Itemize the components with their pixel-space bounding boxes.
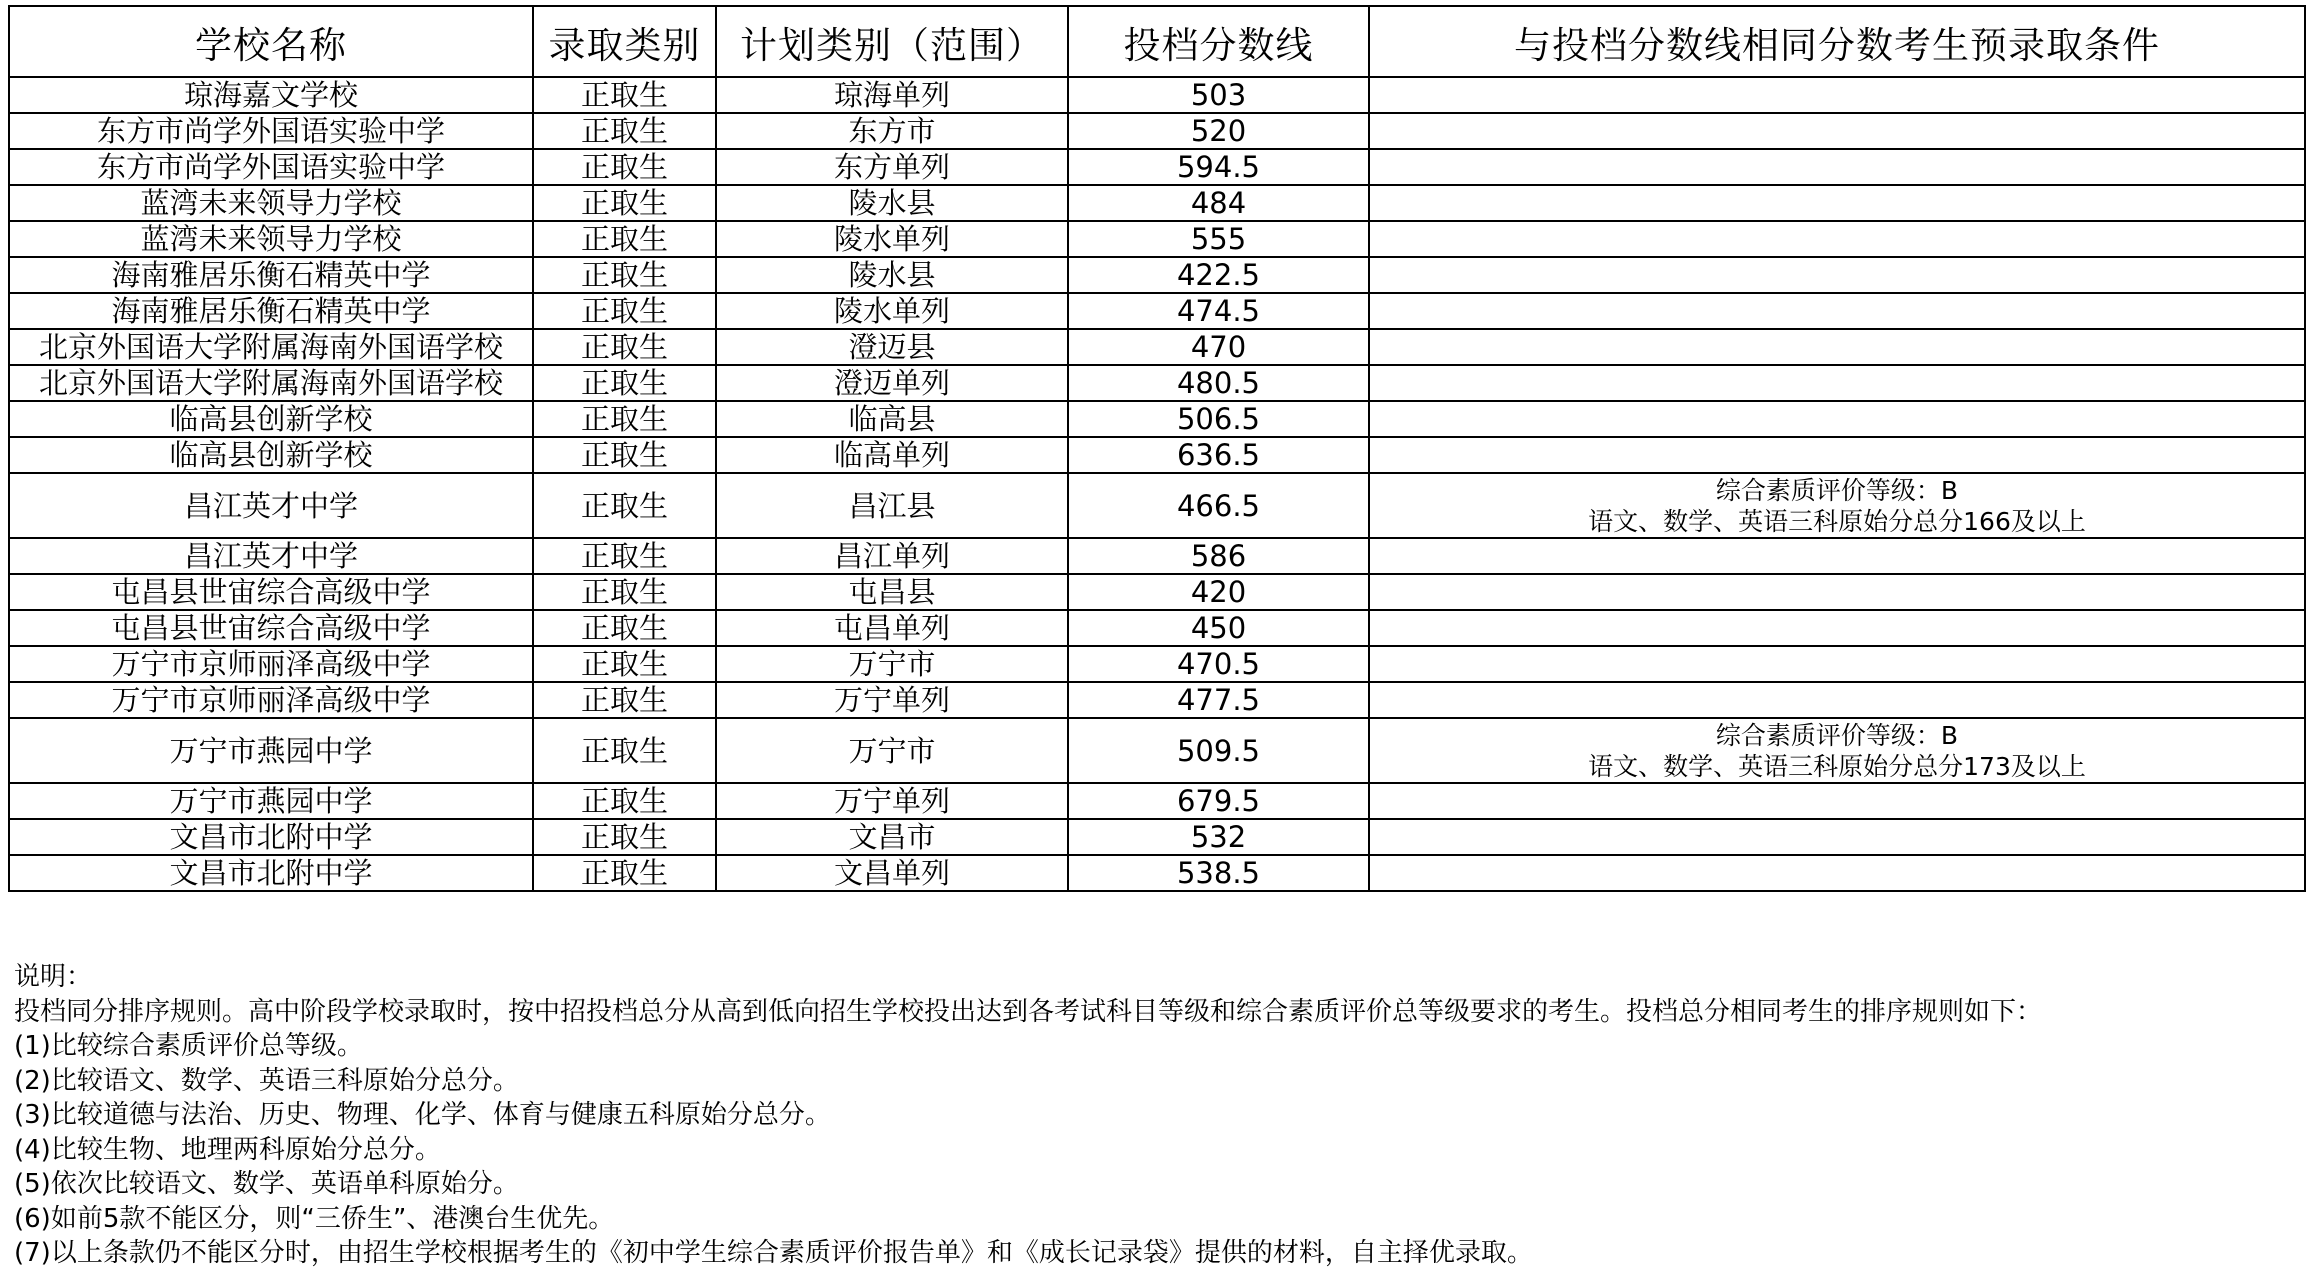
cell-admission-type: 正取生 — [533, 819, 716, 855]
cell-plan-type: 万宁单列 — [716, 783, 1068, 819]
table-row — [9, 293, 2305, 329]
cell-cutoff-score: 470 — [1068, 329, 1369, 365]
cell-plan-type: 屯昌单列 — [716, 610, 1068, 646]
notes-item: (7)以上条款仍不能区分时，由招生学校根据考生的《初中学生综合素质评价报告单》和《成长记录袋》提供的材料，自主择优录取。 — [14, 1238, 1533, 1268]
cell-school-name: 临高县创新学校 — [9, 437, 533, 473]
cell-school-name: 蓝湾未来领导力学校 — [9, 185, 533, 221]
cell-plan-type: 陵水单列 — [716, 221, 1068, 257]
admission-table — [8, 5, 2306, 892]
cell-cutoff-score: 450 — [1068, 610, 1369, 646]
cell-admission-type: 正取生 — [533, 149, 716, 185]
table-row — [9, 113, 2305, 149]
cell-plan-type: 澄迈县 — [716, 329, 1068, 365]
cell-school-name: 东方市尚学外国语实验中学 — [9, 149, 533, 185]
table-row — [9, 538, 2305, 574]
cell-cutoff-score: 470.5 — [1068, 646, 1369, 682]
cell-plan-type: 万宁单列 — [716, 682, 1068, 718]
cell-school-name: 屯昌县世宙综合高级中学 — [9, 610, 533, 646]
cell-plan-type: 东方单列 — [716, 149, 1068, 185]
header-admission-type: 录取类别 — [533, 6, 716, 77]
cell-tie-conditions — [1369, 783, 2305, 819]
cell-school-name: 屯昌县世宙综合高级中学 — [9, 574, 533, 610]
condition-line: 语文、数学、英语三科原始分总分173及以上 — [1588, 751, 2086, 781]
table-row — [9, 473, 2305, 538]
table-row — [9, 365, 2305, 401]
table-row — [9, 257, 2305, 293]
cell-admission-type: 正取生 — [533, 437, 716, 473]
notes-intro: 投档同分排序规则。高中阶段学校录取时，按中招投档总分从高到低向招生学校投出达到各考试科目等级和综合素质评价总等级要求的考生。投档总分相同考生的排序规则如下： — [14, 996, 2043, 1027]
condition-line: 综合素质评价等级：B — [1715, 720, 1959, 750]
cell-cutoff-score: 506.5 — [1068, 401, 1369, 437]
table-row — [9, 855, 2305, 891]
condition-line: 语文、数学、英语三科原始分总分166及以上 — [1588, 506, 2086, 536]
cell-plan-type: 琼海单列 — [716, 77, 1068, 113]
cell-admission-type: 正取生 — [533, 185, 716, 221]
cell-cutoff-score: 420 — [1068, 574, 1369, 610]
notes-item: (3)比较道德与法治、历史、物理、化学、体育与健康五科原始分总分。 — [14, 1100, 831, 1130]
cell-cutoff-score: 503 — [1068, 77, 1369, 113]
header-cutoff-score: 投档分数线 — [1068, 6, 1369, 77]
table-row — [9, 401, 2305, 437]
cell-school-name: 昌江英才中学 — [9, 473, 533, 538]
cell-school-name: 文昌市北附中学 — [9, 855, 533, 891]
cell-plan-type: 万宁市 — [716, 718, 1068, 783]
cell-tie-conditions — [1369, 329, 2305, 365]
cell-plan-type: 澄迈单列 — [716, 365, 1068, 401]
condition-line: 综合素质评价等级：B — [1715, 475, 1959, 505]
cell-tie-conditions — [1369, 855, 2305, 891]
cell-school-name: 海南雅居乐衡石精英中学 — [9, 257, 533, 293]
cell-tie-conditions — [1369, 149, 2305, 185]
table-row — [9, 329, 2305, 365]
cell-cutoff-score: 520 — [1068, 113, 1369, 149]
cell-admission-type: 正取生 — [533, 293, 716, 329]
cell-tie-conditions — [1369, 185, 2305, 221]
cell-admission-type: 正取生 — [533, 221, 716, 257]
cell-admission-type: 正取生 — [533, 574, 716, 610]
cell-tie-conditions — [1369, 610, 2305, 646]
cell-cutoff-score: 586 — [1068, 538, 1369, 574]
cell-plan-type: 东方市 — [716, 113, 1068, 149]
table-row — [9, 185, 2305, 221]
header-school-name: 学校名称 — [9, 6, 533, 77]
cell-admission-type: 正取生 — [533, 855, 716, 891]
notes-item: (6)如前5款不能区分，则“三侨生”、港澳台生优先。 — [14, 1203, 615, 1234]
table-row — [9, 718, 2305, 783]
cell-school-name: 万宁市京师丽泽高级中学 — [9, 646, 533, 682]
cell-admission-type: 正取生 — [533, 538, 716, 574]
table-row — [9, 646, 2305, 682]
cell-school-name: 北京外国语大学附属海南外国语学校 — [9, 329, 533, 365]
cell-plan-type: 临高县 — [716, 401, 1068, 437]
cell-tie-conditions — [1369, 221, 2305, 257]
cell-school-name: 万宁市京师丽泽高级中学 — [9, 682, 533, 718]
cell-tie-conditions — [1369, 401, 2305, 437]
cell-school-name: 蓝湾未来领导力学校 — [9, 221, 533, 257]
notes-item: (2)比较语文、数学、英语三科原始分总分。 — [14, 1065, 519, 1096]
cell-admission-type: 正取生 — [533, 682, 716, 718]
cell-plan-type: 陵水单列 — [716, 293, 1068, 329]
cell-tie-conditions — [1369, 682, 2305, 718]
cell-admission-type: 正取生 — [533, 77, 716, 113]
notes-title: 说明： — [14, 962, 93, 992]
cell-plan-type: 陵水县 — [716, 257, 1068, 293]
table-row — [9, 77, 2305, 113]
cell-cutoff-score: 480.5 — [1068, 365, 1369, 401]
cell-admission-type: 正取生 — [533, 113, 716, 149]
cell-school-name: 万宁市燕园中学 — [9, 783, 533, 819]
cell-admission-type: 正取生 — [533, 718, 716, 783]
cell-plan-type: 屯昌县 — [716, 574, 1068, 610]
header-tie-conditions: 与投档分数线相同分数考生预录取条件 — [1369, 6, 2305, 77]
cell-school-name: 昌江英才中学 — [9, 538, 533, 574]
header-plan-type: 计划类别（范围） — [716, 6, 1068, 77]
cell-admission-type: 正取生 — [533, 401, 716, 437]
cell-cutoff-score: 594.5 — [1068, 149, 1369, 185]
cell-cutoff-score: 679.5 — [1068, 783, 1369, 819]
notes-item: (1)比较综合素质评价总等级。 — [14, 1031, 363, 1061]
cell-cutoff-score: 477.5 — [1068, 682, 1369, 718]
cell-school-name: 东方市尚学外国语实验中学 — [9, 113, 533, 149]
notes-section — [14, 960, 2294, 1271]
table-body — [9, 77, 2305, 891]
cell-cutoff-score: 509.5 — [1068, 718, 1369, 783]
cell-cutoff-score: 474.5 — [1068, 293, 1369, 329]
cell-plan-type: 陵水县 — [716, 185, 1068, 221]
cell-school-name: 琼海嘉文学校 — [9, 77, 533, 113]
cell-cutoff-score: 555 — [1068, 221, 1369, 257]
cell-tie-conditions — [1369, 437, 2305, 473]
cell-cutoff-score: 532 — [1068, 819, 1369, 855]
notes-item: (4)比较生物、地理两科原始分总分。 — [14, 1134, 441, 1165]
cell-tie-conditions — [1369, 646, 2305, 682]
table-row — [9, 783, 2305, 819]
cell-plan-type: 临高单列 — [716, 437, 1068, 473]
cell-cutoff-score: 466.5 — [1068, 473, 1369, 538]
table-row — [9, 221, 2305, 257]
cell-admission-type: 正取生 — [533, 365, 716, 401]
cell-plan-type: 昌江县 — [716, 473, 1068, 538]
cell-plan-type: 文昌单列 — [716, 855, 1068, 891]
cell-cutoff-score: 538.5 — [1068, 855, 1369, 891]
cell-school-name: 北京外国语大学附属海南外国语学校 — [9, 365, 533, 401]
table-row — [9, 437, 2305, 473]
cell-cutoff-score: 636.5 — [1068, 437, 1369, 473]
cell-admission-type: 正取生 — [533, 473, 716, 538]
cell-tie-conditions — [1369, 257, 2305, 293]
table-header-row — [9, 6, 2305, 77]
cell-plan-type: 昌江单列 — [716, 538, 1068, 574]
cell-school-name: 万宁市燕园中学 — [9, 718, 533, 783]
cell-tie-conditions — [1369, 77, 2305, 113]
cell-cutoff-score: 422.5 — [1068, 257, 1369, 293]
table-row — [9, 819, 2305, 855]
cell-tie-conditions — [1369, 365, 2305, 401]
table-row — [9, 574, 2305, 610]
table-row — [9, 149, 2305, 185]
cell-tie-conditions — [1369, 473, 2305, 538]
table-row — [9, 682, 2305, 718]
cell-tie-conditions — [1369, 819, 2305, 855]
cell-tie-conditions — [1369, 113, 2305, 149]
cell-tie-conditions — [1369, 718, 2305, 783]
cell-admission-type: 正取生 — [533, 610, 716, 646]
cell-plan-type: 文昌市 — [716, 819, 1068, 855]
cell-school-name: 文昌市北附中学 — [9, 819, 533, 855]
cell-admission-type: 正取生 — [533, 257, 716, 293]
notes-item: (5)依次比较语文、数学、英语单科原始分。 — [14, 1169, 519, 1199]
table-row — [9, 610, 2305, 646]
cell-tie-conditions — [1369, 293, 2305, 329]
cell-admission-type: 正取生 — [533, 783, 716, 819]
cell-school-name: 海南雅居乐衡石精英中学 — [9, 293, 533, 329]
cell-admission-type: 正取生 — [533, 646, 716, 682]
cell-tie-conditions — [1369, 574, 2305, 610]
cell-school-name: 临高县创新学校 — [9, 401, 533, 437]
cell-cutoff-score: 484 — [1068, 185, 1369, 221]
cell-plan-type: 万宁市 — [716, 646, 1068, 682]
cell-tie-conditions — [1369, 538, 2305, 574]
cell-admission-type: 正取生 — [533, 329, 716, 365]
